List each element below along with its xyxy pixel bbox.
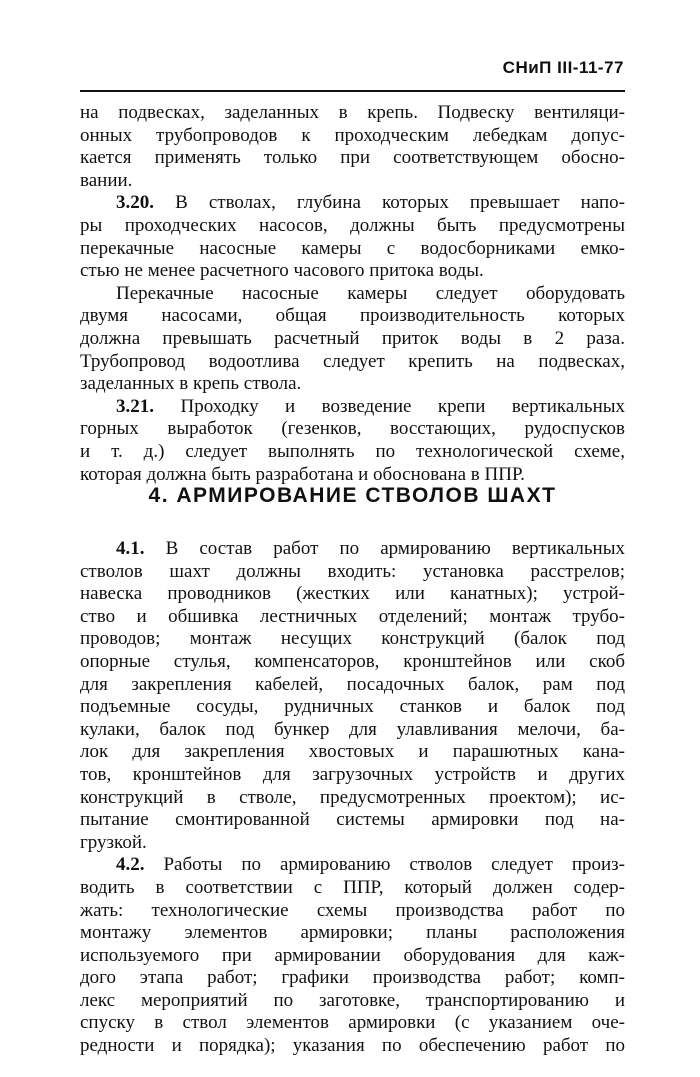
text-line: перекачные насосные камеры с водосборниками емко- — [80, 237, 625, 259]
document-code: СНиП III-11-77 — [502, 58, 624, 77]
clause-number: 3.21. — [116, 395, 154, 417]
body-text-lower — [80, 538, 625, 1058]
text-line: жать: технологические схемы производства работ по — [80, 899, 625, 921]
text-line: используемого при армировании оборудования для каж- — [80, 944, 625, 966]
text-line: Перекачные насосные камеры следует оборудовать — [116, 282, 625, 304]
text-line: грузкой. — [80, 831, 147, 853]
text-line: онных трубопроводов к проходческим лебедкам допус- — [80, 124, 625, 146]
text-line: стволов шахт должны входить: установка расстрелов; — [80, 560, 625, 582]
text-line: кается применять только при соответствующем обосно- — [80, 147, 625, 169]
text-line: должна превышать расчетный приток воды в 2 раза. — [80, 327, 625, 349]
text-line: для закрепления кабелей, посадочных балок, рам под — [80, 673, 625, 695]
text-fragment: Проходку и возведение крепи вертикальных — [180, 395, 626, 417]
text-line: подъемные сосуды, рудничных станков и балок под — [80, 696, 625, 718]
header-rule — [80, 90, 625, 92]
text-line: водить в соответствии с ППР, который должен содер- — [80, 876, 625, 898]
text-line: кулаки, балок под бункер для улавливания мелочи, ба- — [80, 718, 625, 740]
text-line: ство и обшивка лестничных отделений; монтаж трубо- — [80, 605, 625, 627]
text-line: на подвесках, заделанных в крепь. Подвеску вентиляци- — [80, 102, 625, 123]
text-fragment: Работы по армированию стволов следует произ- — [163, 854, 625, 876]
text-line: тов, кронштейнов для загрузочных устройств и других — [80, 763, 625, 785]
text-fragment: В состав работ по армированию вертикальных — [165, 538, 625, 559]
paragraph-3-20-first-line — [80, 192, 625, 215]
text-line: спуску в ствол элементов армировки (с указанием оче- — [80, 1012, 625, 1034]
text-line: заделанных в крепь ствола. — [80, 373, 302, 395]
text-line: конструкций в стволе, предусмотренных проектом); ис- — [80, 786, 625, 808]
clause-number: 4.2. — [116, 854, 145, 876]
text-line: которая должна быть разработана и обоснована в ППР. — [80, 463, 525, 485]
text-line: редности и порядка); указания по обеспечению работ по — [80, 1035, 625, 1057]
text-line: вании. — [80, 169, 133, 191]
paragraph-4-1-first-line — [80, 538, 625, 561]
text-line: двумя насосами, общая производительность которых — [80, 305, 625, 327]
text-line: Трубопровод водоотлива следует крепить на подвесках, — [80, 350, 625, 372]
paragraph-4-2-first-line — [80, 854, 625, 877]
text-line: лок для закрепления хвостовых и парашютных кана- — [80, 741, 625, 763]
text-line: горных выработок (гезенков, восстающих, рудоспусков — [80, 418, 625, 440]
text-line: навеска проводников (жестких или канатных); устрой- — [80, 583, 625, 605]
paragraph-3-21-first-line — [80, 396, 625, 419]
clause-number: 3.20. — [116, 192, 154, 214]
text-line: ры проходческих насосов, должны быть предусмотрены — [80, 214, 625, 236]
text-line: опорные стулья, компенсаторов, кронштейнов или скоб — [80, 650, 625, 672]
text-line: пытание смонтированной системы армировки под на- — [80, 809, 625, 831]
text-line: монтажу элементов армировки; планы расположения — [80, 922, 625, 944]
text-fragment: В стволах, глубина которых превышает напо- — [175, 192, 626, 214]
section-title: 4. АРМИРОВАНИЕ СТВОЛОВ ШАХТ — [148, 484, 557, 507]
text-line: стью не менее расчетного часового притока воды. — [80, 260, 484, 282]
text-line: лекс мероприятий по заготовке, транспортированию и — [80, 989, 625, 1011]
text-line: дого этапа работ; графики производства работ; комп- — [80, 967, 625, 989]
text-line: проводов; монтаж несущих конструкций (балок под — [80, 628, 625, 650]
body-text-upper — [80, 102, 625, 486]
clause-number: 4.1. — [116, 538, 145, 559]
text-line: и т. д.) следует выполнять по технологической схеме, — [80, 440, 625, 462]
